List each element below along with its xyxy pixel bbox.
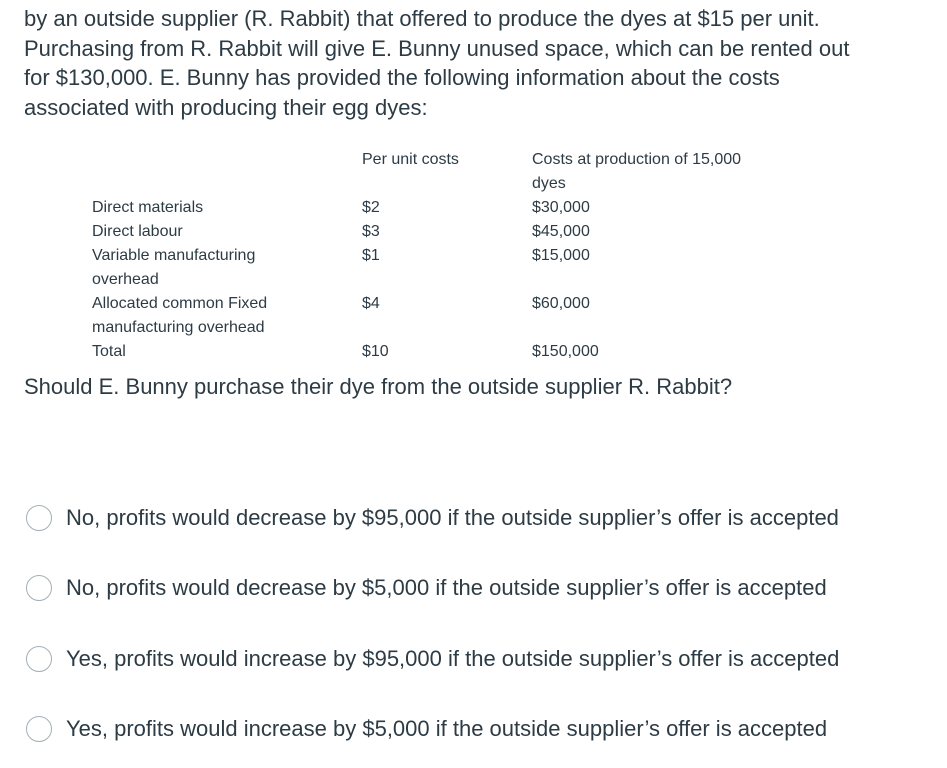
answer-label[interactable]: Yes, profits would increase by $95,000 if the outside supplier’s offer is accepted xyxy=(66,646,840,671)
answer-label[interactable]: No, profits would decrease by $95,000 if the outside supplier’s offer is accepted xyxy=(66,505,839,530)
intro-line: by an outside supplier (R. Rabbit) that offered to produce the dyes at $15 per unit. xyxy=(24,6,820,31)
row-per-unit: $4 xyxy=(362,295,380,312)
row-label-line: Total xyxy=(92,343,126,360)
row-total: $60,000 xyxy=(532,295,590,312)
intro-line: associated with producing their egg dyes: xyxy=(24,94,428,120)
answer-label[interactable]: No, profits would decrease by $5,000 if the outside supplier’s offer is accepted xyxy=(66,575,827,600)
row-label-line: overhead xyxy=(92,271,159,288)
row-label xyxy=(92,340,362,364)
row-per-unit: $10 xyxy=(362,343,389,360)
table-row xyxy=(92,196,792,220)
intro-line: for $130,000. E. Bunny has provided the following information about the costs xyxy=(24,65,780,90)
answer-label[interactable]: Yes, profits would increase by $5,000 if the outside supplier’s offer is accepted xyxy=(66,716,828,741)
row-label xyxy=(92,220,362,244)
question-text: Should E. Bunny purchase their dye from the outside supplier R. Rabbit? xyxy=(24,374,733,399)
table-header-production-line: Costs at production of 15,000 xyxy=(532,151,742,168)
answer-option[interactable] xyxy=(26,573,827,603)
row-label xyxy=(92,292,362,340)
row-label-line: manufacturing overhead xyxy=(92,319,265,336)
question-intro xyxy=(24,4,924,122)
answer-option[interactable] xyxy=(26,714,827,744)
radio-button[interactable] xyxy=(26,575,52,601)
row-label-line: Allocated common Fixed xyxy=(92,295,268,312)
row-total: $30,000 xyxy=(532,199,590,216)
table-header-per-unit: Per unit costs xyxy=(362,151,459,168)
row-per-unit: $2 xyxy=(362,199,380,216)
row-per-unit: $1 xyxy=(362,247,380,264)
row-label-line: Direct materials xyxy=(92,199,204,216)
row-total: $150,000 xyxy=(532,343,599,360)
row-label xyxy=(92,196,362,220)
table-row xyxy=(92,244,792,292)
table-header-label xyxy=(92,148,362,196)
row-per-unit: $3 xyxy=(362,223,380,240)
row-label-line: Direct labour xyxy=(92,223,183,240)
radio-button[interactable] xyxy=(26,716,52,742)
table-row xyxy=(92,292,792,340)
row-total: $45,000 xyxy=(532,223,590,240)
cost-table xyxy=(92,148,792,364)
table-row xyxy=(92,220,792,244)
table-header-row xyxy=(92,148,792,196)
radio-button[interactable] xyxy=(26,505,52,531)
answer-option[interactable] xyxy=(26,503,839,533)
answer-option[interactable] xyxy=(26,644,839,674)
row-total: $15,000 xyxy=(532,247,590,264)
radio-button[interactable] xyxy=(26,646,52,672)
table-header-production-line: dyes xyxy=(532,175,566,192)
table-row-total xyxy=(92,340,792,364)
table-header-production xyxy=(532,148,782,196)
intro-line: Purchasing from R. Rabbit will give E. Bunny unused space, which can be rented out xyxy=(24,35,850,61)
row-label-line: Variable manufacturing xyxy=(92,247,256,264)
row-label xyxy=(92,244,362,292)
